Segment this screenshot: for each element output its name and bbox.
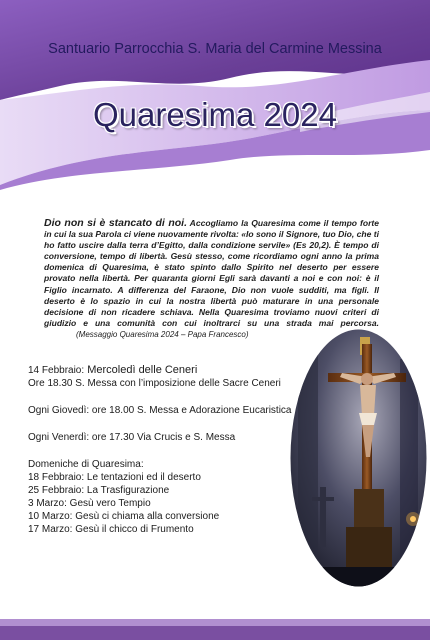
friday-line [28, 431, 308, 444]
message-source: (Messaggio Quaresima 2024 – Papa Francesco) [76, 329, 249, 339]
purple-wave-header [0, 0, 430, 190]
sunday-item [28, 497, 308, 510]
page-title: Quaresima 2024 [93, 96, 337, 133]
sunday-text: La Trasfigurazione [84, 485, 170, 496]
sunday-text: Gesù vero Tempio [66, 498, 151, 509]
sunday-text: Gesù ci chiama alla conversione [72, 511, 220, 522]
sunday-date: 18 Febbraio: [28, 472, 85, 483]
crucifix-photo [290, 329, 427, 587]
parish-name: Santuario Parrocchia S. Maria del Carmine Messina [48, 41, 382, 57]
ash-title: Mercoledì delle Ceneri [84, 364, 198, 376]
sunday-item [28, 484, 308, 497]
sunday-date: 25 Febbraio: [28, 485, 85, 496]
events-list [28, 364, 308, 536]
sunday-item [28, 523, 308, 536]
friday-detail: ore 17.30 Via Crucis e S. Messa [89, 432, 236, 443]
message-body: Accogliamo la Quaresima come il tempo forte in cui la sua Parola ci viene nuovamente rivolta: «Io sono il Signore, tuo Dio, che ti ho fatto uscire dalla terra d’Egitto, dalla condizione servile» (Es 20,2). È tempo di conversione, tempo di libertà. Gesù stesso, come ricordiamo ogni anno la prima domenica di Quaresima, è stato spinto dallo Spirito nel deserto per essere provato nella libertà. Per quaranta giorni Egli sarà davanti a noi e con noi: è il Figlio incarnato. A differenza del Faraone, Dio non vuole sudditi, ma figli. Il deserto è lo spazio in cui la nostra libertà può maturare in una personale decisione di non ricadere schiava. Nella Quaresima troviamo nuovi criteri di giudizio e una comunità con cui inoltrarci su una strada mai percorsa. [44, 218, 379, 328]
sunday-text: Gesù il chicco di Frumento [72, 524, 194, 535]
sunday-item [28, 471, 308, 484]
thursday-label: Ogni Giovedì: [28, 405, 90, 416]
thursday-line [28, 404, 308, 417]
sundays-heading: Domeniche di Quaresima: [28, 459, 144, 470]
friday-label: Ogni Venerdì: [28, 432, 90, 443]
sunday-date: 3 Marzo: [28, 498, 67, 509]
ash-date: 14 Febbraio: [28, 365, 85, 376]
sunday-date: 10 Marzo: [28, 511, 73, 522]
message-lead: Dio non si è stancato di noi. [44, 217, 188, 229]
ash-detail: Ore 18.30 S. Messa con l’imposizione delle Sacre Ceneri [28, 378, 281, 389]
ash-wednesday-line [28, 364, 308, 377]
thursday-detail: ore 18.00 S. Messa e Adorazione Eucaristica [89, 405, 292, 416]
papal-message [44, 218, 379, 340]
footer-stripe [0, 626, 430, 640]
sunday-item [28, 510, 308, 523]
footer-stripe-light [0, 619, 430, 626]
sunday-date: 17 Marzo: [28, 524, 73, 535]
sunday-text: Le tentazioni ed il deserto [84, 472, 201, 483]
